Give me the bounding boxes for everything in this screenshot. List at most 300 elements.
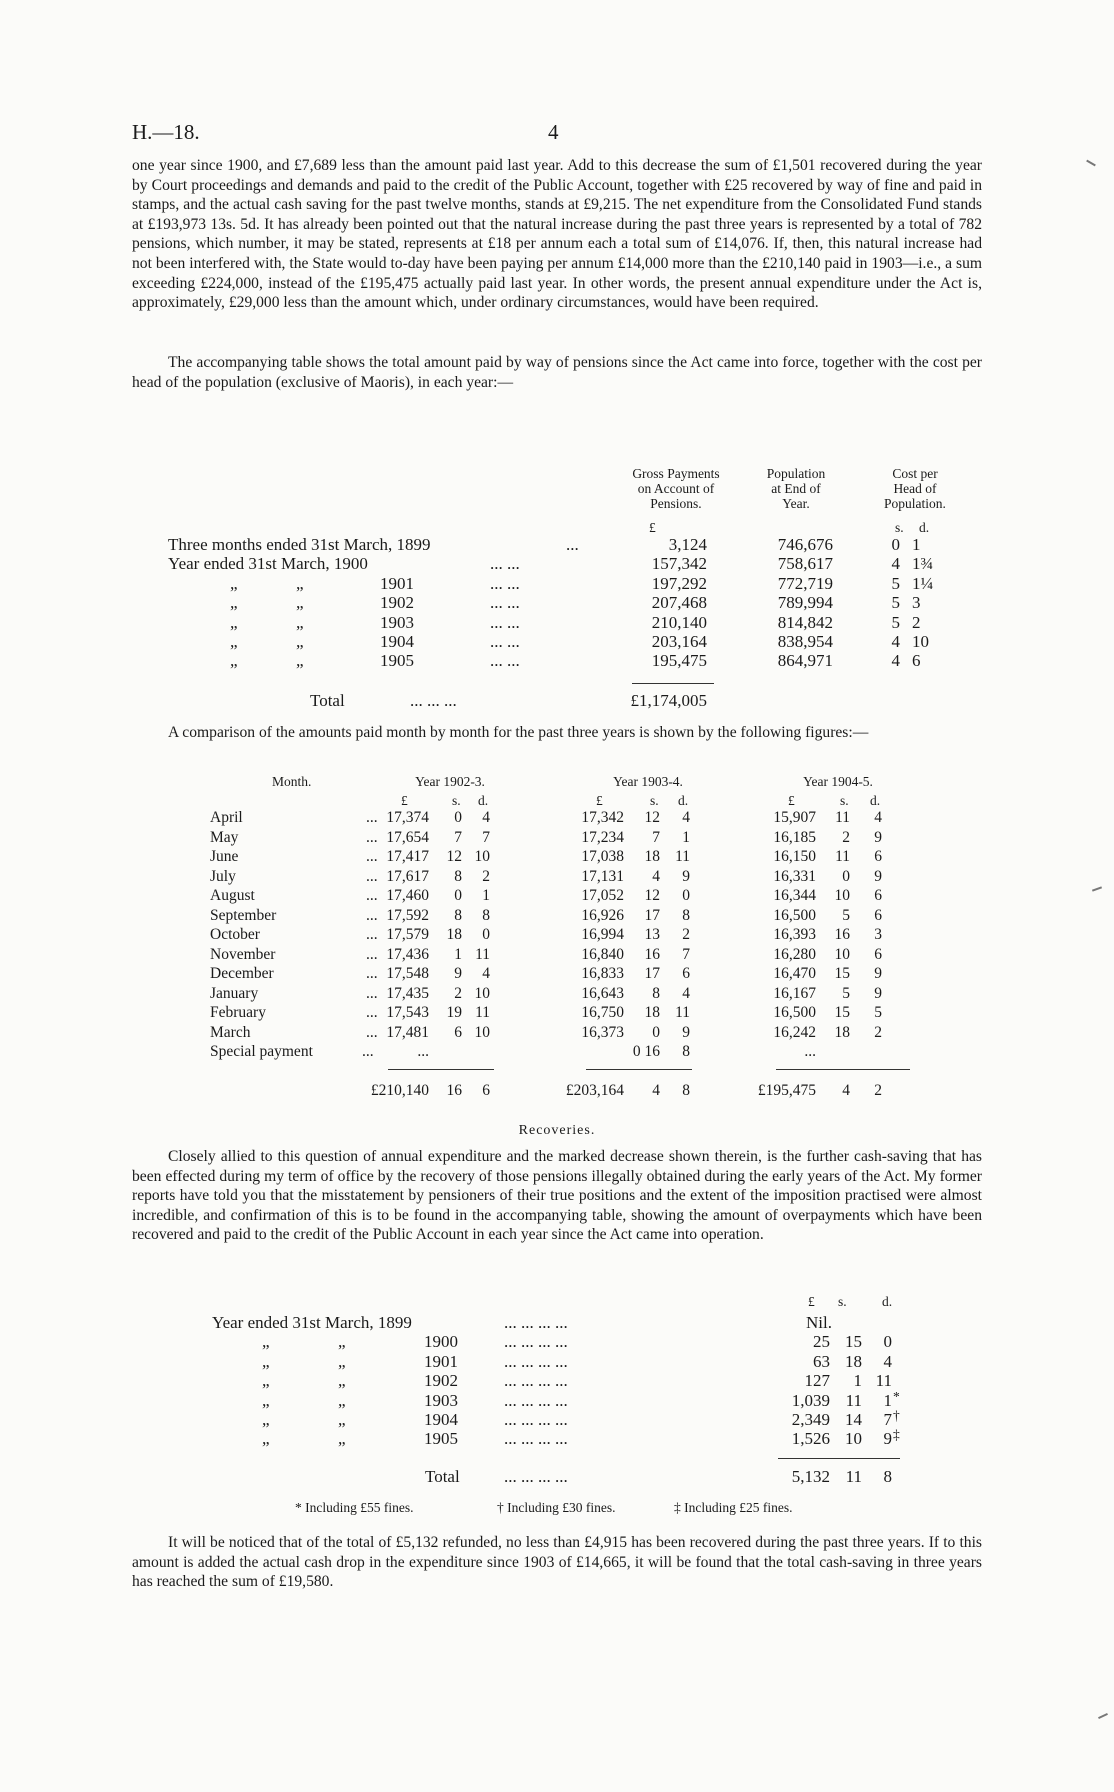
- cell-pence: 0: [883, 1332, 892, 1352]
- cell-pounds: 17,038: [581, 848, 624, 865]
- row-leader: ... ... ... ...: [504, 1410, 568, 1429]
- cell-gross: 203,164: [651, 632, 707, 651]
- paragraph-table-intro: The accompanying table shows the total amount paid by way of pensions since the Act came into force, together with the cost per head of the population (exclusive of Maoris), in each year:—: [132, 354, 982, 391]
- row-ditto: „: [296, 593, 304, 613]
- cell-pounds: 17,435: [386, 984, 429, 1002]
- cell-pounds: 16,150: [773, 848, 816, 865]
- row-ditto: „: [230, 593, 238, 613]
- cell-gross: 207,468: [651, 593, 707, 613]
- total-shillings: 4: [842, 1082, 850, 1099]
- cell-pounds: 1,526: [791, 1429, 830, 1449]
- cell-pounds: 16,280: [773, 945, 816, 963]
- column-header-gross: Pensions.: [650, 496, 702, 511]
- total-pounds: £203,164: [565, 1082, 624, 1099]
- cell-pounds: 16,926: [581, 906, 624, 924]
- cell-pence: 4: [682, 809, 690, 826]
- row-leader: ... ...: [490, 632, 520, 651]
- cell-value: Nil.: [806, 1313, 832, 1332]
- cell-pence: 6: [874, 848, 882, 865]
- cell-pounds: 17,052: [581, 887, 624, 904]
- row-ditto: „: [262, 1410, 270, 1429]
- column-header-population: Population: [766, 466, 826, 481]
- total-shillings: 11: [845, 1467, 862, 1486]
- row-leader: ... ...: [490, 651, 520, 671]
- cell-shillings: 1: [853, 1371, 862, 1391]
- cell-pence: 7: [682, 945, 690, 963]
- cell-gross: 195,475: [651, 651, 707, 671]
- row-ditto: „: [262, 1390, 270, 1410]
- cell-shillings: 13: [644, 926, 660, 943]
- cell-population: 758,617: [777, 554, 833, 574]
- cell-pounds: 16,373: [581, 1023, 624, 1041]
- cell-pence: 2: [482, 867, 490, 885]
- cell-shillings: 18: [644, 848, 660, 865]
- cell-shillings: 17: [644, 965, 660, 982]
- cell-shillings: 10: [845, 1429, 862, 1449]
- cell-population: 814,842: [777, 612, 833, 632]
- row-leader: ...: [362, 1043, 374, 1060]
- cell-pounds: 1,039: [791, 1390, 830, 1410]
- cell-pence: 4: [682, 984, 690, 1002]
- cell-shillings: 15: [834, 1004, 850, 1021]
- row-leader: ... ... ... ...: [504, 1332, 568, 1352]
- unit-shillings: s.: [895, 520, 904, 535]
- page-number: 4: [548, 120, 559, 144]
- month-label: April: [210, 809, 243, 826]
- row-year: 1905: [380, 651, 414, 671]
- column-header-cost: Population.: [884, 496, 946, 511]
- cell-pence: 4: [874, 809, 882, 826]
- cell-shillings: 10: [834, 945, 850, 963]
- cell-pence: 4: [883, 1351, 892, 1371]
- cell-shillings: 5: [842, 906, 850, 924]
- cell-shillings: 16: [834, 926, 850, 943]
- row-leader: ...: [366, 887, 378, 904]
- cell-pounds: 63: [813, 1351, 830, 1371]
- cell-pounds: 127: [804, 1371, 830, 1391]
- row-year: 1904: [380, 632, 414, 651]
- row-leader: ...: [366, 1004, 378, 1021]
- row-year: 1902: [424, 1371, 458, 1391]
- cell-shillings: 0: [454, 809, 462, 826]
- unit-pound: £: [596, 793, 603, 808]
- cell-shillings: 7: [652, 828, 660, 846]
- cell-pounds: 16,833: [581, 965, 624, 982]
- row-leader: ...: [366, 965, 378, 982]
- unit-pence: d.: [870, 793, 881, 808]
- cell-pence: 11: [675, 1004, 690, 1021]
- row-leader: ...: [366, 809, 378, 826]
- paragraph-monthly-intro: A comparison of the amounts paid month by month for the past three years is shown by the following figures:—: [168, 724, 869, 741]
- cell-pounds: ...: [804, 1043, 816, 1060]
- row-label: Year ended 31st March, 1899: [212, 1313, 412, 1332]
- cell-pounds: 17,342: [581, 809, 624, 826]
- row-label: Three months ended 31st March, 1899: [168, 535, 431, 554]
- cell-pence: 7: [883, 1410, 892, 1429]
- cell-pence: 4: [482, 809, 490, 826]
- document-code: H.—18.: [132, 120, 200, 144]
- unit-pence: d.: [678, 793, 689, 808]
- unit-shillings: s.: [650, 793, 659, 808]
- cell-shillings: 18: [446, 926, 462, 943]
- total-label: Total: [310, 691, 345, 710]
- cell-pence: 11: [475, 1004, 490, 1021]
- cell-pence: 0: [482, 926, 490, 943]
- cell-pence: 9: [682, 1023, 690, 1041]
- cell-shillings: 11: [835, 809, 850, 826]
- row-leader: ... ...: [490, 612, 520, 632]
- row-leader: ... ... ... ...: [504, 1467, 568, 1486]
- row-ditto: „: [296, 632, 304, 651]
- month-label: October: [210, 926, 260, 943]
- row-leader: ...: [366, 867, 378, 885]
- cell-pounds: 16,242: [773, 1023, 816, 1041]
- row-leader: ...: [366, 926, 378, 943]
- cell-pence: 9: [883, 1429, 892, 1449]
- paragraph-conclusion: It will be noticed that of the total of £5,132 refunded, no less than £4,915 has been recovered during the past three years. If to this amount is added the actual cash drop in the expenditure since 1903 of £14,665, it will be found that the total cash-saving in three years has reached the sum of £19,580.: [132, 1534, 982, 1591]
- row-leader: ...: [366, 1023, 378, 1041]
- cell-pounds: 2,349: [791, 1410, 830, 1429]
- total-shillings: 16: [446, 1082, 462, 1099]
- cell-shillings: 5: [842, 984, 850, 1002]
- month-label: July: [210, 867, 236, 885]
- cell-pounds: 16,393: [773, 926, 816, 943]
- total-shillings: 4: [652, 1082, 660, 1099]
- cell-pounds: 17,460: [386, 887, 429, 904]
- cell-population: 864,971: [777, 651, 833, 671]
- cell-pounds: 16,167: [773, 984, 816, 1002]
- cell-pence: 9: [874, 984, 882, 1002]
- cell-cost-s: 4: [891, 554, 900, 574]
- month-label: May: [210, 828, 239, 846]
- cell-pence: 9: [874, 965, 882, 982]
- month-label: February: [210, 1004, 266, 1021]
- cell-pence: 10: [474, 1023, 490, 1041]
- row-ditto: „: [230, 651, 238, 671]
- row-leader: ...: [366, 848, 378, 865]
- unit-pound: £: [788, 793, 795, 808]
- cell-pounds: 16,500: [773, 1004, 816, 1021]
- cell-pounds: 17,436: [386, 945, 429, 963]
- cell-pounds: 16,331: [773, 867, 816, 885]
- cell-pence: 1: [883, 1390, 892, 1410]
- column-header-year: Year 1902-3.: [415, 774, 485, 789]
- row-label: Year ended 31st March, 1900: [168, 554, 368, 574]
- cell-population: 772,719: [777, 573, 833, 593]
- cell-shillings: 11: [835, 848, 850, 865]
- cell-shillings: 4: [652, 867, 660, 885]
- unit-shillings: s.: [840, 793, 849, 808]
- cell-shillings: 19: [446, 1004, 462, 1021]
- row-ditto: „: [262, 1332, 270, 1352]
- cell-pence: 10: [474, 848, 490, 865]
- cell-cost-s: 4: [891, 632, 900, 651]
- cell-pence: 8: [482, 906, 490, 924]
- recoveries-heading-text: Recoveries.: [518, 1123, 596, 1138]
- cell-pounds: 16,500: [773, 906, 816, 924]
- month-label: Special payment: [210, 1043, 313, 1060]
- cell-pence: 8: [682, 906, 690, 924]
- cell-shillings: 12: [644, 887, 660, 904]
- cell-pence: 7: [482, 828, 490, 846]
- row-leader: ... ... ... ...: [504, 1390, 568, 1410]
- table-rule: [778, 1458, 900, 1459]
- cell-shillings: 2: [842, 828, 850, 846]
- cell-pounds: 17,234: [581, 828, 624, 846]
- cell-pence: 11: [875, 1371, 892, 1391]
- cell-shillings: 18: [834, 1023, 850, 1041]
- cell-pounds: 17,481: [386, 1023, 429, 1041]
- cell-shillings: 7: [454, 828, 462, 846]
- cell-pounds: 17,543: [386, 1004, 429, 1021]
- paragraph-expenditure: one year since 1900, and £7,689 less than the amount paid last year. Add to this decrease the sum of £1,501 recovered during the year by Court proceedings and demands and paid to the credit of the Public Account, together with £25 recovered by way of fine and paid in stamps, and the actual cash saving for the past twelve months, stands at £9,215. The net expenditure from the Consolidated Fund stands at £193,973 13s. 5d. It has already been pointed out that the natural increase during the past three years is represented by a total of 782 pensions, which number, it may be stated, represents at £18 per annum each a total sum of £14,076. If, then, this natural increase had not been interfered with, the State would to-day have been paying per annum £14,000 more than the £210,140 paid in 1903—i.e., a sum exceeding £224,000, instead of the £195,475 actually paid last year. In other words, the present annual expenditure under the Act is, approximately, £29,000 less than the amount which, under ordinary circumstances, would have been required.: [132, 157, 982, 312]
- month-label: September: [210, 906, 277, 924]
- cell-pounds: 17,374: [386, 809, 429, 826]
- cell-shillings: 9: [454, 965, 462, 982]
- cell-cost-d: 1¼: [912, 573, 934, 593]
- unit-shillings: s.: [452, 793, 461, 808]
- cell-shillings: 0: [842, 867, 850, 885]
- total-pounds: 5,132: [791, 1467, 830, 1486]
- cell-pence: 9: [682, 867, 690, 885]
- footnote: ‡ Including £25 fines.: [674, 1500, 793, 1515]
- total-pence: 6: [482, 1082, 490, 1099]
- row-ditto: „: [296, 651, 304, 671]
- row-ditto: „: [296, 573, 304, 593]
- row-ditto: „: [262, 1371, 270, 1391]
- cell-shillings: 18: [845, 1351, 862, 1371]
- row-ditto: „: [338, 1410, 346, 1429]
- cell-pounds: 17,592: [386, 906, 429, 924]
- margin-mark: [1086, 160, 1096, 167]
- cell-gross: 197,292: [651, 573, 707, 593]
- cell-pounds: 16,750: [581, 1004, 624, 1021]
- cell-cost-d: 3: [912, 593, 921, 613]
- cell-population: 838,954: [777, 632, 833, 651]
- cell-shillings: 8: [454, 906, 462, 924]
- row-ditto: „: [338, 1390, 346, 1410]
- row-year: 1903: [424, 1390, 458, 1410]
- column-header-population: Year.: [782, 496, 810, 511]
- row-ditto: „: [262, 1351, 270, 1371]
- cell-pounds: 17,617: [386, 867, 429, 885]
- column-header-cost: Cost per: [892, 466, 938, 481]
- row-leader: ... ... ... ...: [504, 1313, 568, 1332]
- row-leader: ...: [366, 828, 378, 846]
- cell-pence: 10: [474, 984, 490, 1002]
- cell-cost-d: 1¾: [912, 554, 934, 574]
- cell-shillings: 12: [446, 848, 462, 865]
- row-ditto: „: [296, 612, 304, 632]
- cell-pence: 2: [682, 926, 690, 943]
- row-leader: ... ...: [490, 593, 520, 613]
- cell-gross: 3,124: [668, 535, 707, 554]
- unit-pence: d.: [882, 1294, 893, 1309]
- cell-population: 789,994: [777, 593, 833, 613]
- footnote-mark: †: [893, 1408, 900, 1423]
- cell-cost-d: 2: [912, 612, 921, 632]
- row-year: 1901: [424, 1351, 458, 1371]
- cell-pounds: 25: [813, 1332, 830, 1352]
- row-leader: ... ... ... ...: [504, 1351, 568, 1371]
- cell-shillings: 2: [454, 984, 462, 1002]
- cell-shillings: 8: [652, 984, 660, 1002]
- cell-pence: 1: [682, 828, 690, 846]
- row-year: 1902: [380, 593, 414, 613]
- cell-pounds: 16,344: [773, 887, 816, 904]
- row-ditto: „: [338, 1351, 346, 1371]
- cell-pence: 4: [482, 965, 490, 982]
- cell-cost-s: 5: [891, 612, 900, 632]
- total-label: Total: [425, 1467, 460, 1486]
- cell-pounds: 16,185: [773, 828, 816, 846]
- row-year: 1903: [380, 612, 414, 632]
- table-rule: [776, 1069, 910, 1070]
- total-value: £1,174,005: [630, 691, 707, 710]
- row-leader: ...: [366, 984, 378, 1002]
- row-ditto: „: [338, 1429, 346, 1449]
- cell-population: 746,676: [777, 535, 833, 554]
- row-year: 1905: [424, 1429, 458, 1449]
- month-label: January: [210, 984, 259, 1002]
- column-header-year: Year 1904-5.: [803, 774, 873, 789]
- cell-shillings: 11: [845, 1390, 862, 1410]
- row-leader: ... ... ...: [410, 691, 457, 710]
- cell-pence: 2: [874, 1023, 882, 1041]
- month-label: March: [210, 1023, 251, 1041]
- paragraph-recoveries: Closely allied to this question of annual expenditure and the marked decrease shown therein, is the further cash-saving that has been effected during my term of office by the recovery of those pensions illegally obtained during the early years of the Act. My former reports have told you that the misstatement by pensioners of their true positions and the extent of the imposition practised were almost incredible, and confirmation of this is to be found in the accompanying table, showing the amount of overpayments which have been recovered and paid to the credit of the Public Account in each year since the Act came into operation.: [132, 1148, 982, 1244]
- column-header-population: at End of: [771, 481, 821, 496]
- unit-shillings: s.: [838, 1294, 847, 1309]
- cell-pounds: 15,907: [773, 809, 816, 826]
- column-header-year: Year 1903-4.: [613, 774, 683, 789]
- row-ditto: „: [230, 632, 238, 651]
- section-heading-recoveries: [0, 1123, 1114, 1139]
- footnote-mark: *: [893, 1388, 900, 1404]
- cell-pounds: 17,548: [386, 965, 429, 982]
- cell-pounds: 17,654: [386, 828, 429, 846]
- unit-pence: d.: [478, 793, 489, 808]
- cell-cost-d: 10: [912, 632, 929, 651]
- unit-pence: d.: [919, 520, 930, 535]
- footnote: * Including £55 fines.: [295, 1500, 414, 1515]
- margin-mark: [1092, 886, 1102, 891]
- total-pence: 8: [682, 1082, 690, 1099]
- row-leader: ... ...: [490, 573, 520, 593]
- cell-shillings: 6: [454, 1023, 462, 1041]
- cell-shillings: 17: [644, 906, 660, 924]
- month-label: December: [210, 965, 274, 982]
- row-year: 1901: [380, 573, 414, 593]
- column-header-gross: on Account of: [637, 481, 715, 496]
- cell-pence: 5: [874, 1004, 882, 1021]
- cell-shillings: 14: [845, 1410, 862, 1429]
- row-year: 1904: [424, 1410, 458, 1429]
- cell-pounds: 16,994: [581, 926, 624, 943]
- unit-pound: £: [808, 1294, 815, 1309]
- cell-pounds: 17,131: [581, 867, 624, 885]
- cell-pence: 9: [874, 867, 882, 885]
- row-leader: ...: [366, 945, 378, 963]
- cell-cost-s: 5: [891, 593, 900, 613]
- total-pence: 2: [874, 1082, 882, 1099]
- cell-pounds: ...: [417, 1043, 429, 1060]
- cell-gross: 157,342: [651, 554, 707, 574]
- row-ditto: „: [230, 573, 238, 593]
- cell-pence: 3: [874, 926, 882, 943]
- cell-shillings: 8: [454, 867, 462, 885]
- total-pounds: £195,475: [757, 1082, 816, 1099]
- cell-shillings: 12: [644, 809, 660, 826]
- row-ditto: „: [338, 1371, 346, 1391]
- table-rule: [388, 1069, 494, 1070]
- cell-shillings: 0 16: [632, 1043, 660, 1060]
- cell-pence: 1: [482, 887, 490, 904]
- table-rule: [586, 1069, 692, 1070]
- cell-pence: 11: [475, 945, 490, 963]
- cell-shillings: 18: [644, 1004, 660, 1021]
- cell-pence: 11: [675, 848, 690, 865]
- row-leader: ...: [566, 535, 579, 554]
- row-leader: ... ... ... ...: [504, 1371, 568, 1391]
- total-pence: 8: [883, 1467, 892, 1486]
- row-ditto: „: [230, 612, 238, 632]
- cell-shillings: 15: [845, 1332, 862, 1352]
- table-rule: [632, 683, 714, 684]
- cell-pence: 8: [682, 1043, 690, 1060]
- month-label: June: [210, 848, 239, 865]
- row-leader: ... ... ... ...: [504, 1429, 568, 1449]
- cell-shillings: 10: [834, 887, 850, 904]
- cell-shillings: 0: [454, 887, 462, 904]
- cell-cost-d: 1: [912, 535, 921, 554]
- cell-cost-s: 4: [891, 651, 900, 671]
- cell-shillings: 16: [644, 945, 660, 963]
- unit-pound: £: [649, 520, 656, 535]
- cell-pence: 0: [682, 887, 690, 904]
- footnote-mark: ‡: [893, 1427, 900, 1443]
- margin-mark: [1098, 1713, 1108, 1719]
- cell-pounds: 16,470: [773, 965, 816, 982]
- cell-shillings: 1: [454, 945, 462, 963]
- column-header-gross: Gross Payments: [632, 466, 720, 481]
- cell-pounds: 16,840: [581, 945, 624, 963]
- cell-pence: 6: [874, 906, 882, 924]
- unit-pound: £: [401, 793, 408, 808]
- column-header-cost: Head of: [893, 481, 937, 496]
- row-ditto: „: [262, 1429, 270, 1449]
- cell-pence: 6: [874, 945, 882, 963]
- row-year: 1900: [424, 1332, 458, 1352]
- row-leader: ...: [366, 906, 378, 924]
- cell-pence: 6: [682, 965, 690, 982]
- month-label: August: [210, 887, 255, 904]
- footnote: † Including £30 fines.: [497, 1500, 616, 1515]
- month-label: November: [210, 945, 276, 963]
- cell-pence: 6: [874, 887, 882, 904]
- cell-shillings: 15: [834, 965, 850, 982]
- column-header-month: Month.: [272, 774, 312, 789]
- cell-cost-s: 5: [891, 573, 900, 593]
- cell-gross: 210,140: [651, 612, 707, 632]
- row-ditto: „: [338, 1332, 346, 1352]
- total-pounds: £210,140: [370, 1082, 429, 1099]
- cell-pence: 9: [874, 828, 882, 846]
- cell-cost-d: 6: [912, 651, 921, 671]
- cell-pounds: 17,579: [386, 926, 429, 943]
- cell-pounds: 16,643: [581, 984, 624, 1002]
- row-leader: ... ...: [490, 554, 520, 574]
